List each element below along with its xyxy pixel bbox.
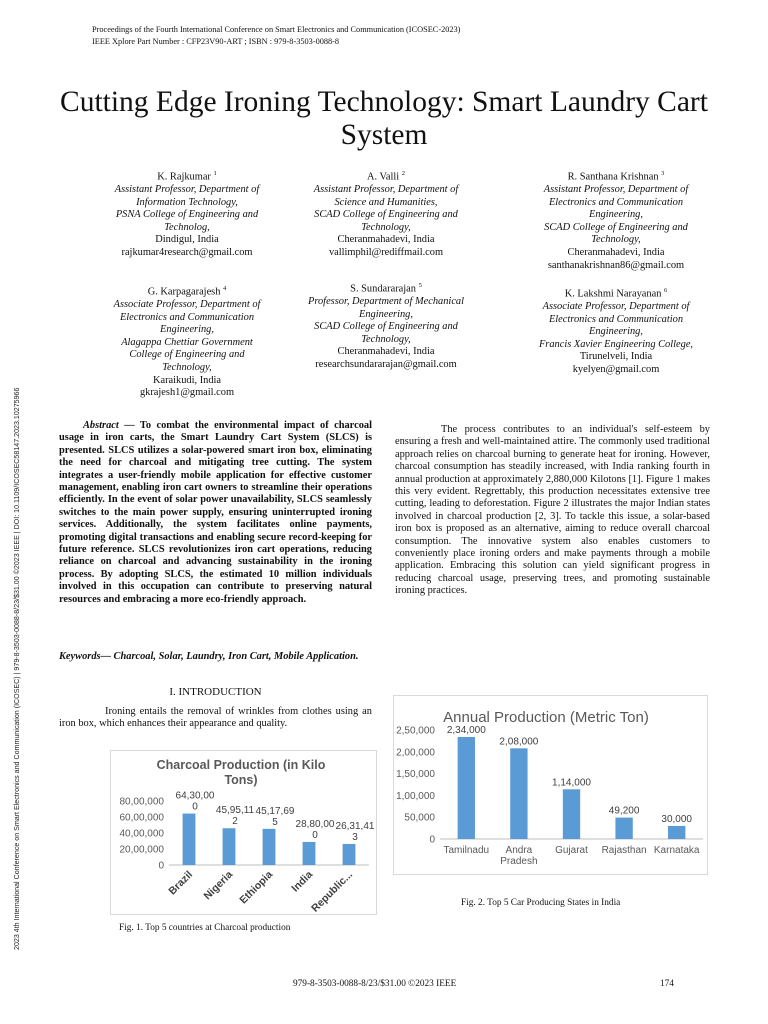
header-line-1: Proceedings of the Fourth International Conference on Smart Electronics and Communication (ICOSEC-2023) bbox=[92, 25, 461, 34]
author-location: Cheranmahadevi, India bbox=[567, 247, 665, 259]
data-label: 26,31,41 bbox=[335, 820, 375, 832]
author-affiliation-line: Alagappa Chettiar Government bbox=[121, 336, 253, 348]
data-label: 2 bbox=[232, 816, 238, 828]
author-affiliation-line: SCAD College of Engineering and bbox=[544, 221, 688, 233]
author-location: Cheranmahadevi, India bbox=[337, 234, 435, 246]
author-affiliation-line: Engineering, bbox=[589, 326, 643, 338]
data-label: 0 bbox=[192, 801, 198, 813]
author-affiliation-line: Electronics and Communication bbox=[548, 313, 684, 325]
author-affiliation-line: Assistant Professor, Department of bbox=[313, 184, 459, 196]
abstract-text: — To combat the environmental impact of charcoal usage in iron carts, the Smart Laundry Cart System (SLCS) is presented. SLCS utilizes a solar-powered smart iron box, eliminating the need for charcoal and mitigating tree cutting. The system integrates a user-friendly mobile application for effective customer management, enabling iron cart owners to streamline their operations efficiently. In the event of solar power unavailability, SLCS seamlessly switches to the main power supply, ensuring uninterrupted ironing services. Additionally, the system facilitates online payments, promoting digital transactions and enabling secure record-keeping for future reference. SLCS revolutionizes iron cart operations, reducing reliance on charcoal and advancing sustainability in the ironing process. By adopting SLCS, the estimated 10 million individuals involved in this occupation can contribute to preserving natural resources and embracing a more eco-friendly approach. bbox=[59, 420, 372, 605]
bar bbox=[668, 826, 685, 839]
data-label: 1,14,000 bbox=[552, 777, 591, 789]
figure-2-chart bbox=[393, 695, 708, 875]
author-affiliation-line: Engineering, bbox=[359, 308, 413, 320]
y-tick-label: 20,00,000 bbox=[119, 844, 164, 856]
author-affiliation-line: Assistant Professor, Department of bbox=[114, 184, 260, 196]
author-affiliation-line: Electronics and Communication bbox=[548, 196, 684, 208]
category-label: Republic... bbox=[309, 868, 356, 915]
category-label: Tamilnadu bbox=[443, 845, 490, 856]
category-label: Rajasthan bbox=[601, 845, 647, 856]
y-tick-label: 80,00,000 bbox=[119, 796, 164, 808]
author-card bbox=[87, 168, 287, 260]
author-affiliation-line: College of Engineering and bbox=[129, 349, 245, 361]
proceedings-header bbox=[92, 24, 460, 47]
chart-title: Annual Production (Metric Ton) bbox=[443, 709, 649, 726]
paper-title: Cutting Edge Ironing Technology: Smart Laundry Cart System bbox=[60, 86, 708, 151]
author-affiliation-line: SCAD College of Engineering and bbox=[314, 209, 458, 221]
author-name: K. Rajkumar $^1$ bbox=[157, 170, 217, 183]
author-location: Karaikudi, India bbox=[152, 374, 222, 386]
author-affiliation-line: Associate Professor, Department of bbox=[113, 299, 261, 311]
author-card bbox=[87, 283, 287, 400]
bar bbox=[343, 844, 356, 865]
y-tick-label: 0 bbox=[158, 860, 164, 872]
bar bbox=[510, 748, 527, 839]
author-affiliation-line: Francis Xavier Engineering College, bbox=[538, 338, 694, 350]
author-email[interactable]: gkrajesh1@gmail.com bbox=[139, 387, 235, 399]
category-label: Gujarat bbox=[555, 845, 588, 856]
author-email[interactable]: santhanakrishnan86@gmail.com bbox=[547, 259, 685, 271]
data-label: 45,17,69 bbox=[255, 805, 295, 817]
author-email[interactable]: kyelyen@gmail.com bbox=[572, 364, 660, 376]
figure-2-caption: Fig. 2. Top 5 Car Producing States in India bbox=[461, 898, 621, 908]
right-column-paragraph: The process contributes to an individual's self-esteem by ensuring a fresh and well-maintained attire. The commonly used traditional approach relies on charcoal burning to generate heat for ironing. However, charcoal consumption has steadily increased, with India ranking fourth in annual production at approximately 2,880,000 Kilotons [1]. Figure 1 makes this very evident. Regrettably, this production necessitates extensive tree cutting, leading to deforestation. Figure 2 illustrates the major Indian states involved in charcoal production [2, 3]. To tackle this issue, a solar-based iron box is proposed as an alternative, aiming to reduce overall charcoal consumption. The innovative system also enables customers to conveniently place ironing orders and make payments through a mobile application. Embracing this solution can yield significant progress in reducing charcoal usage, preserving trees, and promoting sustainable ironing practices. bbox=[395, 424, 710, 597]
author-email[interactable]: rajkumar4research@gmail.com bbox=[121, 247, 253, 259]
data-label: 49,200 bbox=[608, 805, 640, 817]
author-name: A. Valli $^2$ bbox=[367, 170, 405, 183]
bar bbox=[303, 842, 316, 865]
author-name: G. Karpagarajesh $^4$ bbox=[147, 285, 227, 298]
data-label: 5 bbox=[272, 816, 278, 828]
y-tick-label: 60,00,000 bbox=[119, 812, 164, 824]
author-email[interactable]: vallimphil@rediffmail.com bbox=[328, 247, 444, 259]
bar bbox=[263, 829, 276, 865]
bar bbox=[563, 789, 580, 839]
data-label: 2,08,000 bbox=[499, 736, 539, 748]
footer-copyright: 979-8-3503-0088-8/23/$31.00 ©2023 IEEE bbox=[293, 979, 457, 989]
category-label: Nigeria bbox=[201, 868, 236, 903]
data-label: 45,95,11 bbox=[215, 805, 255, 817]
author-affiliation-line: Science and Humanities, bbox=[334, 196, 438, 208]
author-name: K. Lakshmi Narayanan $^6$ bbox=[564, 287, 668, 300]
author-affiliation-line: Technolog, bbox=[164, 221, 210, 233]
bar bbox=[223, 828, 236, 865]
section-heading: I. INTRODUCTION bbox=[169, 686, 262, 698]
side-citation bbox=[0, 0, 24, 1024]
data-label: 2,34,000 bbox=[446, 724, 486, 736]
author-affiliation-line: Information Technology, bbox=[136, 196, 238, 208]
y-tick-label: 0 bbox=[429, 834, 435, 846]
author-affiliation-line: Technology, bbox=[162, 362, 212, 374]
data-label: 30,000 bbox=[661, 813, 692, 825]
author-card bbox=[516, 168, 716, 272]
abstract bbox=[59, 420, 372, 606]
author-affiliation-line: SCAD College of Engineering and bbox=[314, 321, 458, 333]
y-tick-label: 1,00,000 bbox=[396, 790, 435, 802]
author-location: Dindigul, India bbox=[155, 234, 219, 246]
category-label: India bbox=[289, 868, 316, 895]
annual-production-chart bbox=[394, 696, 709, 876]
category-label: Karnataka bbox=[653, 845, 700, 856]
abstract-label: Abstract bbox=[83, 420, 119, 431]
author-name: R. Santhana Krishnan $^3$ bbox=[567, 170, 665, 183]
header-line-2: IEEE Xplore Part Number : CFP23V90-ART ; ISBN : 979-8-3503-0088-8 bbox=[92, 36, 340, 46]
author-affiliation-line: Professor, Department of Mechanical bbox=[307, 296, 465, 308]
side-citation-text: 2023 4th International Conference on Smart Electronics and Communication (ICOSEC) | 979-8-3503-0088-8/23/$31.00 ©2023 IEEE | DOI: 10.1109/ICOSEC58147.2023.10275966 bbox=[13, 387, 21, 950]
data-label: 64,30,00 bbox=[175, 790, 215, 802]
author-affiliation-line: Electronics and Communication bbox=[119, 311, 255, 323]
bar bbox=[183, 814, 196, 865]
author-affiliation-line: Associate Professor, Department of bbox=[542, 301, 690, 313]
author-location: Cheranmahadevi, India bbox=[337, 346, 435, 358]
data-label: 3 bbox=[352, 831, 358, 843]
data-label: 0 bbox=[312, 829, 318, 841]
author-affiliation-line: Engineering, bbox=[589, 209, 643, 221]
author-location: Tirunelveli, India bbox=[579, 351, 653, 363]
author-affiliation-line: Technology, bbox=[591, 234, 641, 246]
author-email[interactable]: researchsundararajan@gmail.com bbox=[315, 359, 457, 371]
author-card bbox=[516, 285, 716, 377]
author-affiliation-line: Engineering, bbox=[160, 324, 214, 336]
y-tick-label: 2,00,000 bbox=[396, 747, 435, 759]
figure-1-caption: Fig. 1. Top 5 countries at Charcoal production bbox=[119, 923, 291, 933]
author-card bbox=[286, 280, 486, 372]
author-affiliation-line: Assistant Professor, Department of bbox=[543, 184, 689, 196]
y-tick-label: 2,50,000 bbox=[396, 725, 435, 737]
charcoal-production-chart bbox=[111, 751, 378, 916]
data-label: 28,80,00 bbox=[295, 818, 335, 830]
y-tick-label: 50,000 bbox=[404, 812, 435, 824]
y-tick-label: 40,00,000 bbox=[119, 828, 164, 840]
chart-title: Charcoal Production (in Kilo bbox=[156, 758, 326, 772]
category-label: Ethiopia bbox=[237, 868, 276, 907]
category-label: Brazil bbox=[166, 868, 196, 898]
author-affiliation-line: PSNA College of Engineering and bbox=[115, 209, 259, 221]
bar bbox=[458, 737, 475, 839]
author-affiliation-line: Technology, bbox=[361, 333, 411, 345]
author-card bbox=[286, 168, 486, 260]
bar bbox=[615, 818, 632, 839]
chart-title: Tons) bbox=[224, 773, 258, 787]
author-name: S. Sundararajan $^5$ bbox=[350, 282, 422, 295]
keywords: Keywords— Charcoal, Solar, Laundry, Iron Cart, Mobile Application. bbox=[59, 651, 359, 662]
intro-paragraph: Ironing entails the removal of wrinkles from clothes using an iron box, which enhances their appearance and quality. bbox=[59, 706, 372, 730]
author-affiliation-line: Technology, bbox=[361, 221, 411, 233]
category-label: Andra bbox=[505, 845, 533, 856]
y-tick-label: 1,50,000 bbox=[396, 769, 435, 781]
category-label: Pradesh bbox=[500, 856, 538, 867]
page-number: 174 bbox=[660, 979, 674, 989]
figure-1-chart bbox=[110, 750, 377, 915]
